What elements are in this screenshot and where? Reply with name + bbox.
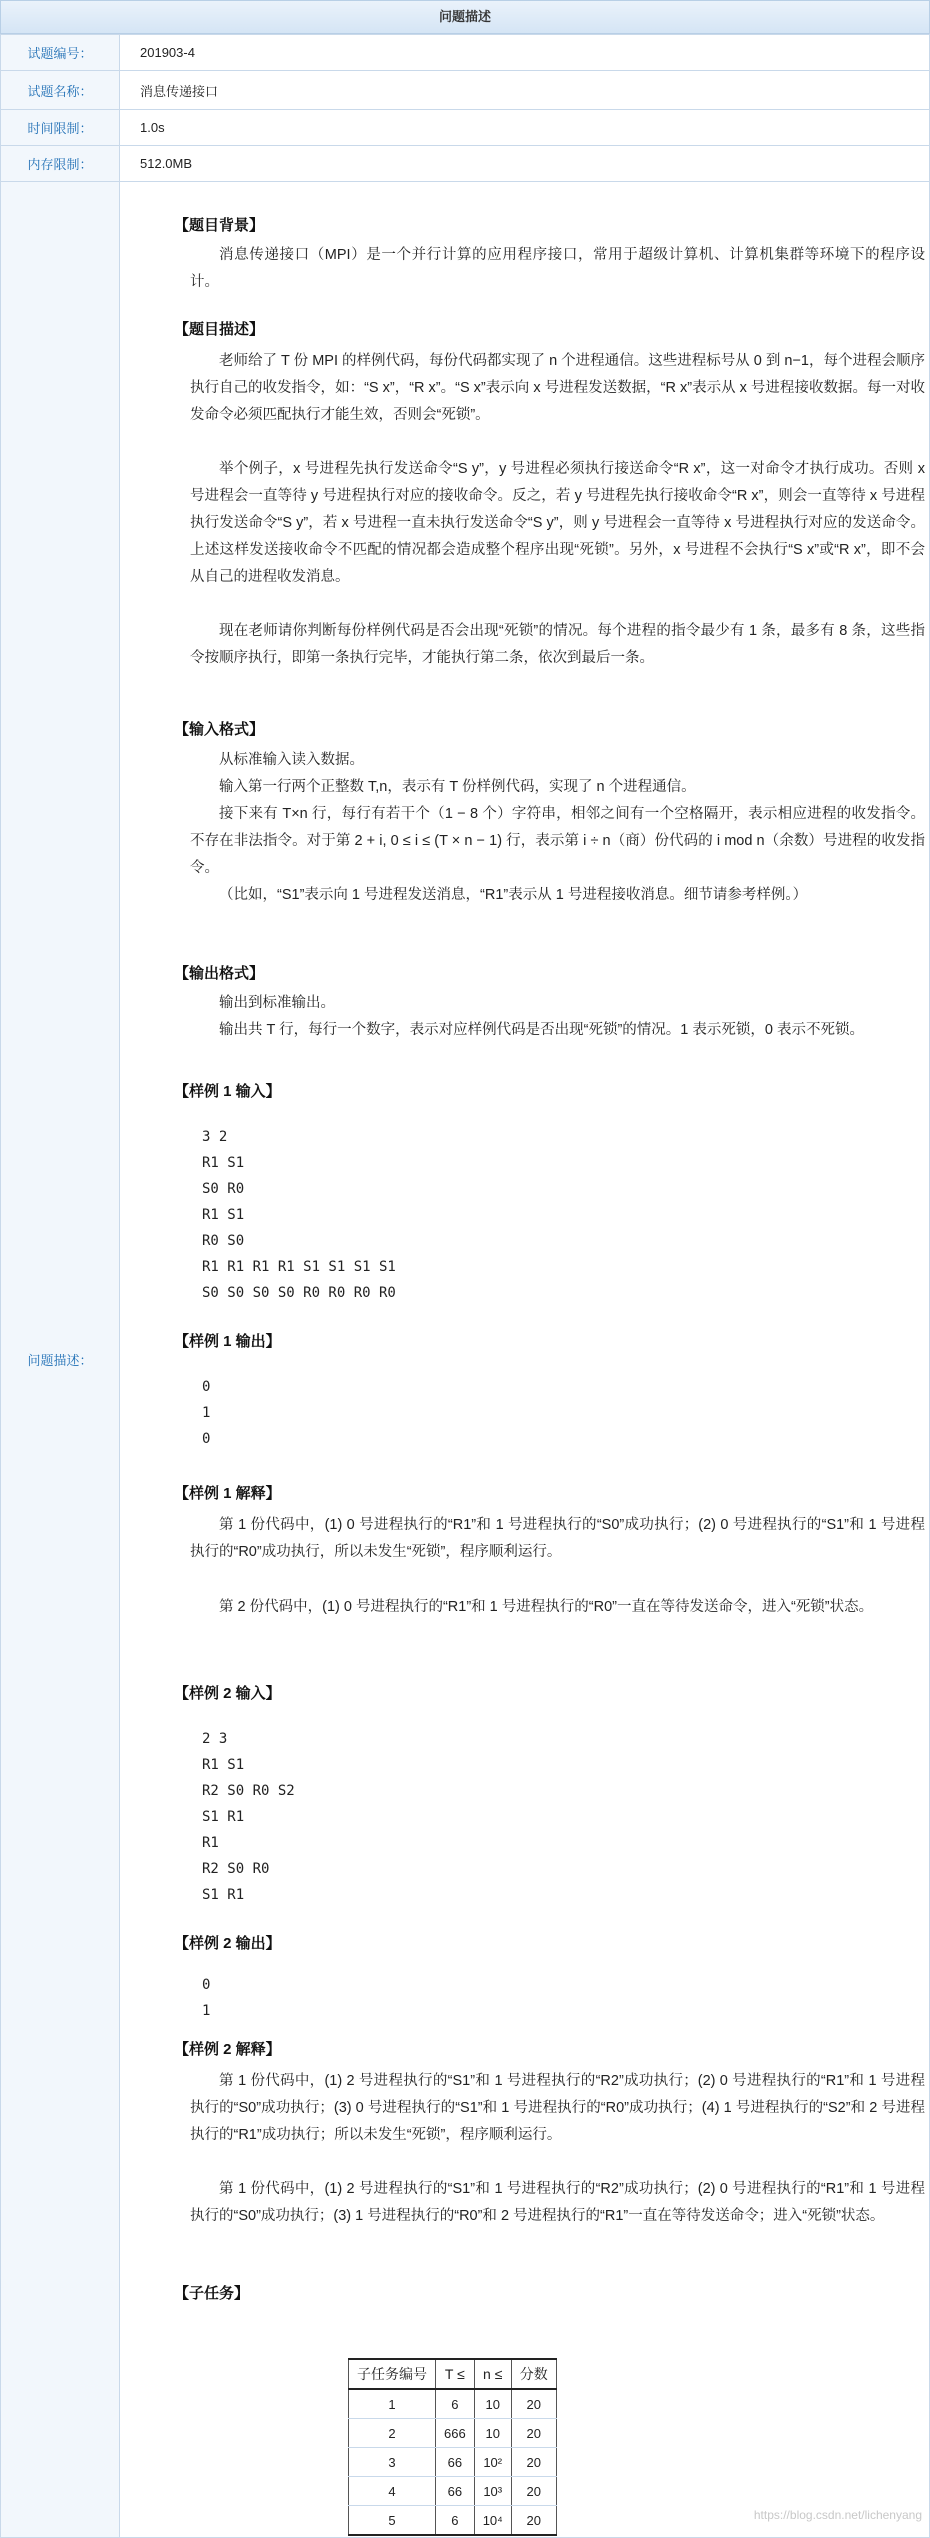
problem-info-table — [0, 34, 930, 2538]
sample-2-input-title: 【样例 2 输入】 — [174, 1685, 281, 1702]
section-background-title: 【题目背景】 — [174, 217, 265, 234]
watermark-url: https://blog.csdn.net/lichenyang — [753, 2508, 922, 2522]
description-para-1: 老师给了 T 份 MPI 的样例代码，每份代码都实现了 n 个进程通信。这些进程标号从 0 到 n−1，每个进程会顺序执行自己的收发指令，如：“S x”，“R x”。“S x”表示向 x 号进程发送数据，“R x”表示从 x 号进程接收数据。每一对收发命令必须匹配执行才能生效，否则会“死锁”。 — [190, 353, 925, 423]
value-problem-name: 消息传递接口 — [120, 71, 930, 110]
sample-2-explain-1: 第 1 份代码中，(1) 2 号进程执行的“S1”和 1 号进程执行的“R2”成功执行；(2) 0 号进程执行的“R1”和 1 号进程执行的“S0”成功执行；(3) 0 号进程执行的“S1”和 1 号进程执行的“R0”成功执行；(4) 1 号进程执行的“S2”和 2 号进程执行的“R1”成功执行；所以未发生“死锁”，程序顺利运行。 — [190, 2073, 925, 2143]
label-memory-limit: 内存限制： — [1, 146, 120, 182]
subtask-cell: 20 — [511, 2419, 556, 2448]
sample-1-explain-1: 第 1 份代码中，(1) 0 号进程执行的“R1”和 1 号进程执行的“S0”成功执行；(2) 0 号进程执行的“S1”和 1 号进程执行的“R0”成功执行，所以未发生“死锁”，程序顺利运行。 — [190, 1517, 925, 1560]
subtask-header-n: n ≤ — [474, 2359, 511, 2389]
label-problem-id: 试题编号： — [1, 35, 120, 71]
subtask-table — [348, 2358, 557, 2536]
subtask-cell: 10 — [474, 2419, 511, 2448]
subtask-cell: 20 — [511, 2448, 556, 2477]
description-para-2: 举个例子，x 号进程先执行发送命令“S y”，y 号进程必须执行接送命令“R x”，这一对命令才执行成功。否则 x 号进程会一直等待 y 号进程执行对应的接收命令。反之，若 y 号进程先执行接收命令“R x”，则会一直等待 x 号进程执行发送命令“S y”，若 x 号进程一直未执行发送命令“S y”，则 y 号进程会一直等待 x 号进程执行对应的发送命令。上述这样发送接收命令不匹配的情况都会造成整个程序出现“死锁”。另外，x 号进程不会执行“S x”或“R x”，即不会从自己的进程收发消息。 — [190, 461, 925, 585]
background-text: 消息传递接口（MPI）是一个并行计算的应用程序接口，常用于超级计算机、计算机集群等环境下的程序设计。 — [190, 247, 925, 290]
sample-1-explain-2: 第 2 份代码中，(1) 0 号进程执行的“R1”和 1 号进程执行的“R0”一直在等待发送命令，进入“死锁”状态。 — [219, 1599, 874, 1615]
sample-2-output: 0 1 — [202, 1977, 211, 2019]
subtask-cell: 66 — [436, 2477, 475, 2506]
subtask-cell: 6 — [436, 2506, 475, 2536]
label-description: 问题描述： — [1, 182, 120, 2538]
sample-2-input: 2 3 R1 S1 R2 S0 R0 S2 S1 R1 R1 R2 S0 R0 S1 R1 — [202, 1731, 295, 1903]
subtask-cell: 666 — [436, 2419, 475, 2448]
input-para-3: 接下来有 T×n 行，每行有若干个（1 − 8 个）字符串，相邻之间有一个空格隔开，表示相应进程的收发指令。不存在非法指令。对于第 2 + i, 0 ≤ i ≤ (T × n − 1) 行，表示第 i ÷ n（商）份代码的 i mod n（余数）号进程的收发指令。 — [190, 806, 925, 876]
input-para-2: 输入第一行两个正整数 T,n，表示有 T 份样例代码，实现了 n 个进程通信。 — [219, 779, 696, 795]
info-row-description — [1, 182, 930, 2538]
subtask-cell: 5 — [349, 2506, 436, 2536]
section-subtask-title: 【子任务】 — [174, 2285, 250, 2302]
value-time-limit: 1.0s — [120, 110, 930, 146]
label-problem-name: 试题名称： — [1, 71, 120, 110]
subtask-header-id: 子任务编号 — [349, 2359, 436, 2389]
subtask-cell: 10⁴ — [474, 2506, 511, 2536]
output-para-2: 输出共 T 行，每行一个数字，表示对应样例代码是否出现“死锁”的情况。1 表示死锁，0 表示不死锁。 — [219, 1022, 864, 1038]
subtask-cell: 1 — [349, 2389, 436, 2419]
subtask-header-t: T ≤ — [436, 2359, 475, 2389]
section-description-title: 【题目描述】 — [174, 321, 265, 338]
sample-1-output: 0 1 0 — [202, 1379, 211, 1447]
sample-1-input-title: 【样例 1 输入】 — [174, 1083, 281, 1100]
subtask-cell: 10² — [474, 2448, 511, 2477]
description-para-3: 现在老师请你判断每份样例代码是否会出现“死锁”的情况。每个进程的指令最少有 1 条，最多有 8 条，这些指令按顺序执行，即第一条执行完毕，才能执行第二条，依次到最后一条。 — [190, 623, 925, 666]
output-para-1: 输出到标准输出。 — [219, 995, 335, 1011]
value-memory-limit: 512.0MB — [120, 146, 930, 182]
sample-2-output-title: 【样例 2 输出】 — [174, 1935, 281, 1952]
subtask-row — [349, 2389, 557, 2419]
subtask-cell: 20 — [511, 2506, 556, 2536]
input-para-1: 从标准输入读入数据。 — [219, 752, 364, 768]
subtask-row — [349, 2477, 557, 2506]
input-para-4: （比如，“S1”表示向 1 号进程发送消息，“R1”表示从 1 号进程接收消息。细节请参考样例。） — [219, 887, 808, 903]
value-problem-id: 201903-4 — [120, 35, 930, 71]
sample-1-output-title: 【样例 1 输出】 — [174, 1333, 281, 1350]
subtask-cell: 4 — [349, 2477, 436, 2506]
subtask-cell: 66 — [436, 2448, 475, 2477]
info-row-name — [1, 71, 930, 110]
info-row-time — [1, 110, 930, 146]
subtask-row — [349, 2448, 557, 2477]
sample-1-input: 3 2 R1 S1 S0 R0 R1 S1 R0 S0 R1 R1 R1 R1 S1 S1 S1 S1 S0 S0 S0 S0 R0 R0 R0 R0 — [202, 1129, 396, 1301]
problem-header: 问题描述 — [0, 0, 930, 34]
subtask-cell: 6 — [436, 2389, 475, 2419]
info-row-memory — [1, 146, 930, 182]
subtask-cell: 10 — [474, 2389, 511, 2419]
subtask-cell: 20 — [511, 2477, 556, 2506]
subtask-cell: 20 — [511, 2389, 556, 2419]
description-body — [120, 182, 930, 2538]
section-output-title: 【输出格式】 — [174, 965, 265, 982]
sample-2-explain-title: 【样例 2 解释】 — [174, 2041, 281, 2058]
subtask-cell: 3 — [349, 2448, 436, 2477]
subtask-row — [349, 2419, 557, 2448]
subtask-header-score: 分数 — [511, 2359, 556, 2389]
subtask-cell: 2 — [349, 2419, 436, 2448]
label-time-limit: 时间限制： — [1, 110, 120, 146]
sample-2-explain-2: 第 1 份代码中，(1) 2 号进程执行的“S1”和 1 号进程执行的“R2”成功执行；(2) 0 号进程执行的“R1”和 1 号进程执行的“S0”成功执行；(3) 1 号进程执行的“R0”和 2 号进程执行的“R1”一直在等待发送命令；进入“死锁”状态。 — [190, 2181, 925, 2224]
section-input-title: 【输入格式】 — [174, 721, 265, 738]
info-row-id — [1, 35, 930, 71]
subtask-cell: 10³ — [474, 2477, 511, 2506]
sample-1-explain-title: 【样例 1 解释】 — [174, 1485, 281, 1502]
subtask-row — [349, 2506, 557, 2536]
subtask-header-row — [349, 2359, 557, 2389]
